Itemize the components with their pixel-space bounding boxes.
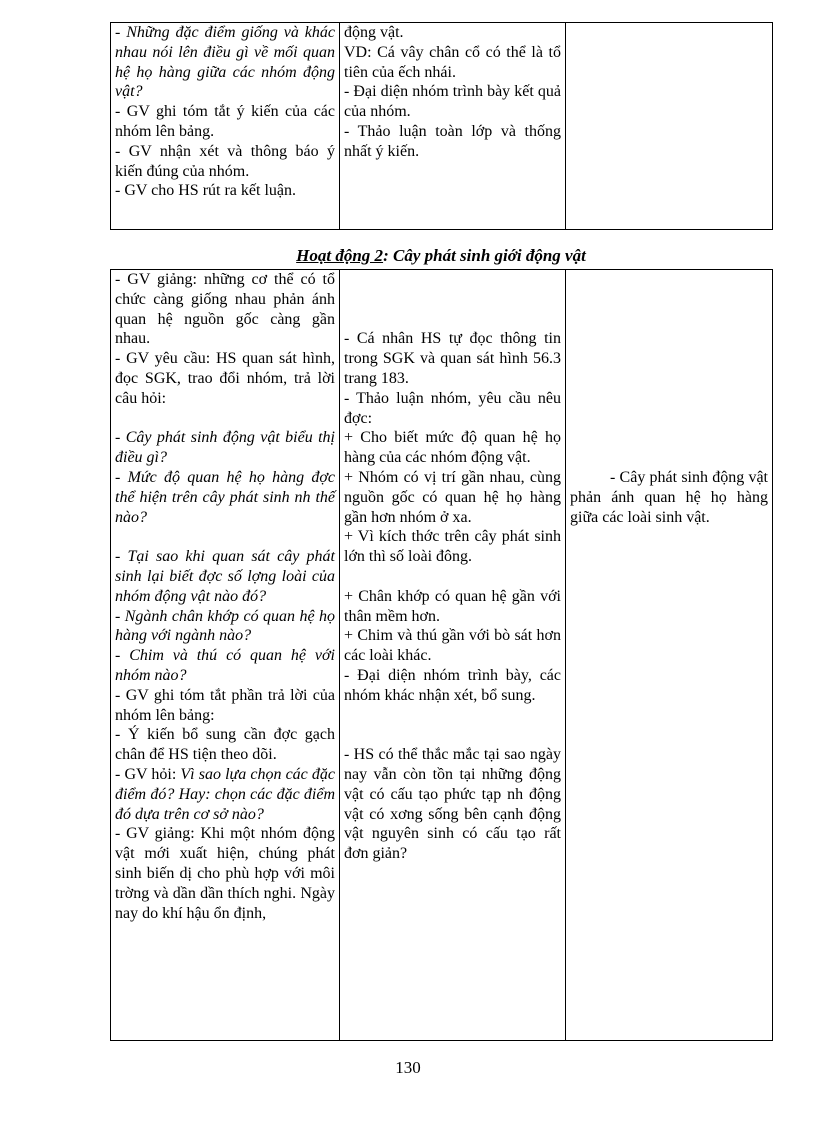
teacher-step: - GV nhận xét và thông báo ý kiến đúng của nhóm. (115, 142, 335, 180)
teacher-question: - Chim và thú có quan hệ với nhóm nào? (115, 647, 335, 684)
teacher-question: - Những đặc điểm giống và khác nhau nói lên điều gì về mối quan hệ họ hàng giữa các nhóm động vật? (115, 24, 335, 101)
student-step: - Đại diện nhóm trình bày kết quả của nhóm. (344, 83, 561, 121)
teacher-activity-cell (111, 270, 340, 1041)
table-row (111, 23, 773, 230)
teacher-step: - GV ghi tóm tắt ý kiến của các nhóm lên bảng. (115, 103, 335, 140)
table-row (111, 270, 773, 1041)
teacher-question: - Ngành chân khớp có quan hệ họ hàng với ngành nào? (115, 607, 335, 645)
teacher-question: Vì sao lựa chọn các đặc điểm đó? Hay: chọn các đặc điểm đó dựa trên cơ sở nào? (115, 765, 335, 823)
teacher-step: - GV ghi tóm tắt phần trả lời của nhóm lên bảng: (115, 686, 335, 724)
teacher-activity-cell (111, 23, 340, 230)
heading-label: Hoạt động 2 (296, 246, 384, 265)
student-step: + Vì kích thớc trên cây phát sinh lớn thì số loài đông. (344, 528, 561, 566)
student-step: VD: Cá vây chân cổ có thể là tổ tiên của ếch nhái. (344, 43, 561, 81)
teacher-question: - Mức độ quan hệ họ hàng đợc thể hiện trên cây phát sinh nh thế nào? (115, 468, 335, 526)
teacher-step: - Ý kiến bổ sung cần đợc gạch chân để HS tiện theo dõi. (115, 726, 335, 764)
teacher-step: - GV giảng: Khi một nhóm động vật mới xuất hiện, chúng phát sinh biến dị cho phù hợp với môi trờng và dần dần thích nghi. Ngày nay do khí hậu ổn định, (115, 825, 335, 922)
heading-title: : Cây phát sinh giới động vật (383, 246, 586, 265)
teacher-ask-label: - GV hỏi: (115, 765, 181, 783)
teacher-question: - Cây phát sinh động vật biểu thị điều gì? (115, 429, 335, 467)
student-step: + Chân khớp có quan hệ gần với thân mềm hơn. (344, 587, 561, 625)
student-step: - HS có thể thắc mắc tại sao ngày nay vẫn còn tồn tại những động vật có cấu tạo phức tạp nh động vật có xơng sống bên cạnh động vật nguyên sinh có cấu tạo rất đơn giản? (344, 746, 561, 863)
student-step: + Cho biết mức độ quan hệ họ hàng của các nhóm động vật. (344, 429, 561, 467)
student-activity-cell (340, 23, 566, 230)
content-cell (566, 23, 773, 230)
teacher-question: - Tại sao khi quan sát cây phát sinh lại biết đợc số lợng loài của nhóm động vật nào đó? (115, 548, 335, 605)
student-activity-cell (340, 270, 566, 1041)
teacher-step: - GV giảng: những cơ thể có tổ chức càng giống nhau phản ánh quan hệ nguồn gốc càng gần nhau. (115, 271, 335, 348)
student-step: - Đại diện nhóm trình bày, các nhóm khác nhận xét, bổ sung. (344, 666, 561, 704)
page-number: 130 (395, 1058, 421, 1077)
teacher-step: - GV cho HS rút ra kết luận. (115, 182, 296, 200)
student-step: - Cá nhân HS tự đọc thông tin trong SGK và quan sát hình 56.3 trang 183. (344, 330, 561, 387)
student-step: - Thảo luận nhóm, yêu cầu nêu đợc: (344, 389, 561, 427)
teacher-step: - GV yêu cầu: HS quan sát hình, đọc SGK, trao đổi nhóm, trả lời câu hỏi: (115, 350, 335, 407)
student-step: động vật. (344, 24, 404, 41)
activity-2-heading (110, 246, 772, 266)
teacher-step (115, 765, 335, 824)
conclusion-text: - Cây phát sinh động vật phản ánh quan hệ họ hàng giữa các loài sinh vật. (570, 469, 768, 526)
content-cell (566, 270, 773, 1041)
student-step: - Thảo luận toàn lớp và thống nhất ý kiến. (344, 122, 561, 160)
activity-2-table (110, 269, 773, 1041)
student-step: + Nhóm có vị trí gần nhau, cùng nguồn gốc có quan hệ họ hàng gần hơn nhóm ở xa. (344, 468, 561, 526)
student-step: + Chim và thú gần với bò sát hơn các loài khác. (344, 627, 561, 665)
activity-1-table (110, 22, 773, 230)
